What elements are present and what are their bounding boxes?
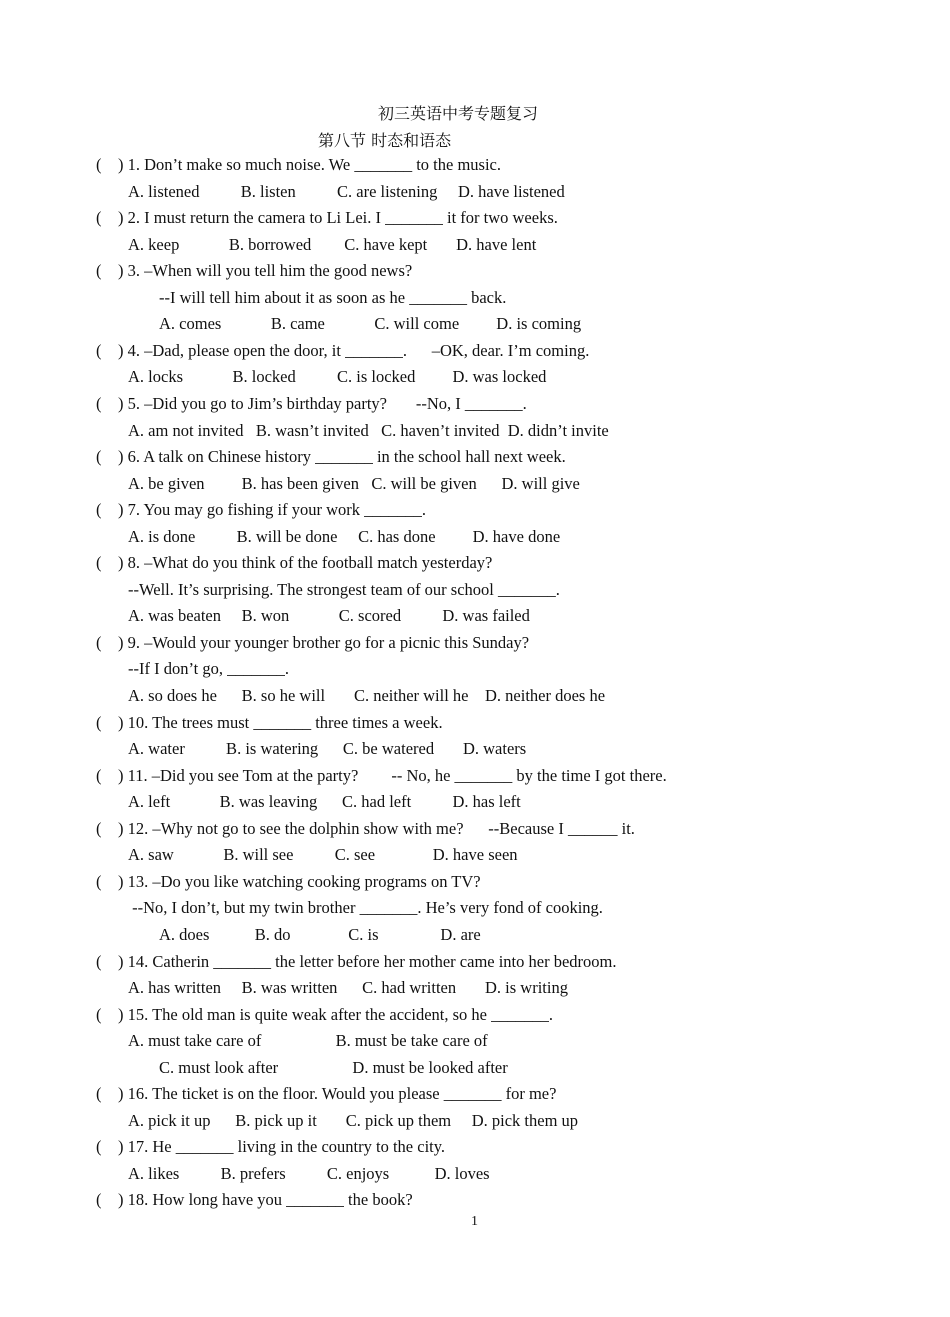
question-line: A. likes B. prefers C. enjoys D. loves <box>128 1163 490 1183</box>
question-line: A. has written B. was written C. had written D. is writing <box>128 978 568 998</box>
question-stem: ( ) 14. Catherin _______ the letter before her mother came into her bedroom. <box>96 951 617 971</box>
question-line: --If I don’t go, _______. <box>128 659 290 679</box>
question-line: A. be given B. has been given C. will be given D. will give <box>128 473 580 493</box>
question-line: --Well. It’s surprising. The strongest team of our school _______. <box>128 579 560 599</box>
question-stem: ( ) 1. Don’t make so much noise. We _______ to the music. <box>96 155 502 174</box>
question-line: A. water B. is watering C. be watered D. waters <box>128 739 527 759</box>
question-line: A. does B. do C. is D. are <box>159 924 481 944</box>
question-line: A. is done B. will be done C. has done D. have done <box>128 526 561 546</box>
question-stem: ( ) 11. –Did you see Tom at the party? -- No, he _______ by the time I got there. <box>96 765 667 785</box>
question-line: A. am not invited B. wasn’t invited C. haven’t invited D. didn’t invite <box>128 420 609 440</box>
page-number: 1 <box>471 1214 478 1229</box>
question-line: --I will tell him about it as soon as he _______ back. <box>159 287 507 307</box>
question-line: A. was beaten B. won C. scored D. was failed <box>128 606 530 626</box>
question-stem: ( ) 17. He _______ living in the country to the city. <box>96 1137 446 1157</box>
question-line: --No, I don’t, but my twin brother _______. He’s very fond of cooking. <box>128 898 603 918</box>
question-line: A. must take care of B. must be take care of <box>128 1031 488 1051</box>
question-line: A. pick it up B. pick up it C. pick up them D. pick them up <box>128 1110 579 1130</box>
question-line: A. listened B. listen C. are listening D. have listened <box>128 181 565 201</box>
section-title: 第八节 时态和语态 <box>318 131 452 150</box>
question-line: A. saw B. will see C. see D. have seen <box>128 845 518 865</box>
question-line: A. so does he B. so he will C. neither will he D. neither does he <box>128 686 606 705</box>
question-stem: ( ) 7. You may go fishing if your work _______. <box>96 500 426 520</box>
question-stem: ( ) 4. –Dad, please open the door, it _______. –OK, dear. I’m coming. <box>96 340 590 360</box>
question-stem: ( ) 6. A talk on Chinese history _______ in the school hall next week. <box>96 447 566 467</box>
question-line: A. locks B. locked C. is locked D. was locked <box>128 367 547 387</box>
question-stem: ( ) 18. How long have you _______ the book? <box>96 1190 413 1210</box>
question-stem: ( ) 12. –Why not go to see the dolphin show with me? --Because I ______ it. <box>96 818 635 838</box>
question-stem: ( ) 10. The trees must _______ three times a week. <box>96 712 443 732</box>
question-stem: ( ) 9. –Would your younger brother go for a picnic this Sunday? <box>96 632 530 652</box>
question-stem: ( ) 13. –Do you like watching cooking programs on TV? <box>96 871 481 891</box>
question-line: C. must look after D. must be looked after <box>159 1057 508 1077</box>
question-line: A. comes B. came C. will come D. is coming <box>159 314 582 334</box>
question-stem: ( ) 8. –What do you think of the football match yesterday? <box>96 553 493 573</box>
question-stem: ( ) 2. I must return the camera to Li Lei. I _______ it for two weeks. <box>96 208 558 228</box>
question-stem: ( ) 3. –When will you tell him the good news? <box>96 261 413 281</box>
question-stem: ( ) 16. The ticket is on the floor. Would you please _______ for me? <box>96 1084 557 1104</box>
question-stem: ( ) 15. The old man is quite weak after the accident, so he _______. <box>96 1004 553 1024</box>
question-stem: ( ) 5. –Did you go to Jim’s birthday party? --No, I _______. <box>96 393 527 413</box>
question-line: A. keep B. borrowed C. have kept D. have lent <box>128 234 537 254</box>
question-line: A. left B. was leaving C. had left D. has left <box>128 792 521 812</box>
document-title: 初三英语中考专题复习 <box>378 104 539 123</box>
